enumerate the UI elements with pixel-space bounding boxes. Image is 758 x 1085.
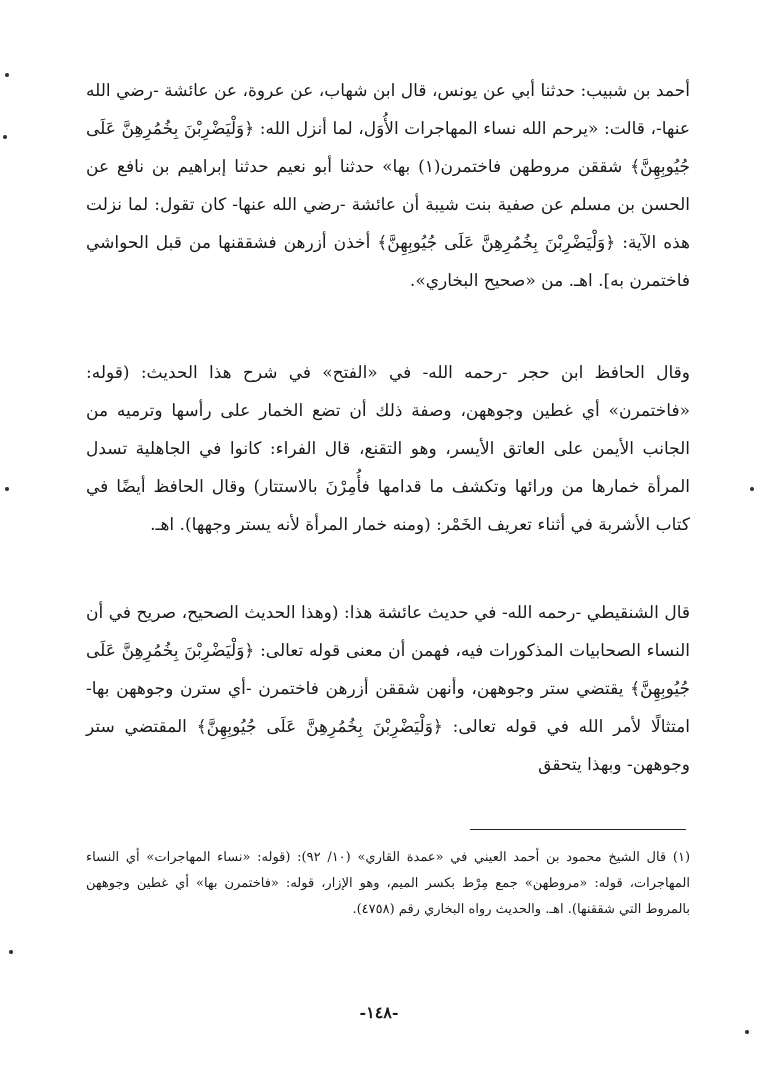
page-number: -١٤٨- (359, 1003, 399, 1022)
footnote-divider (470, 829, 686, 830)
margin-dot (750, 487, 754, 491)
margin-dot (9, 950, 13, 954)
margin-dot (3, 135, 7, 139)
footnote: (١) قال الشيخ محمود بن أحمد العيني في «عمدة القاري» (١٠/ ٩٢): (قوله: «نساء المهاجرات» أي النساء المهاجرات، قوله: «مروطهن» جمع مِرْط بكسر الميم، وهو الإزار، قوله: «فاختمرن بها» أي غطين وجوههن بالمروط التي شققنها). اهـ. والحديث رواه البخاري رقم (٤٧٥٨). (86, 850, 691, 917)
margin-dot (5, 73, 9, 77)
paragraph-shinqiti: قال الشنقيطي -رحمه الله- في حديث عائشة هذا: (وهذا الحديث الصحيح، صريح في أن النساء الصحابيات المذكورات فيه، فهمن أن معنى قوله تعالى: ﴿وَلْيَضْرِبْنَ بِخُمُرِهِنَّ عَلَى جُيُوبِهِنَّ﴾ يقتضي ستر وجوههن، وأنهن شققن أزرهن فاختمرن -أي سترن وجوههن بها- امتثالًا لأمر الله في قوله تعالى: ﴿وَلْيَضْرِبْنَ بِخُمُرِهِنَّ عَلَى جُيُوبِهِنَّ﴾ المقتضي ستر وجوههن- وبهذا يتحقق (86, 603, 690, 775)
margin-dot (5, 487, 9, 491)
margin-dot (745, 1030, 749, 1034)
paragraph-ibn-hajar: وقال الحافظ ابن حجر -رحمه الله- في «الفتح» في شرح هذا الحديث: (قوله: «فاختمرن» أي غطين وجوههن، وصفة ذلك أن تضع الخمار على رأسها وترميه من الجانب الأيمن على العاتق الأيسر، وهو التقنع، قال الفراء: كانوا في الجاهلية تسدل المرأة خمارها من ورائها وتكشف ما قدامها فأُمِرْنَ بالاستتار) وقال الحافظ أيضًا في كتاب الأشربة في أثناء تعريف الخَمْر: (ومنه خمار المرأة لأنه يستر وجهها). اهـ. (86, 363, 690, 535)
paragraph-hadith-bukhari: أحمد بن شبيب: حدثنا أبي عن يونس، قال ابن شهاب، عن عروة، عن عائشة -رضي الله عنها-، قالت: «يرحم الله نساء المهاجرات الأُوَل، لما أنزل الله: ﴿وَلْيَضْرِبْنَ بِخُمُرِهِنَّ عَلَى جُيُوبِهِنَّ﴾ شققن مروطهن فاختمرن(١) بها» حدثنا أبو نعيم حدثنا إبراهيم بن نافع عن الحسن بن مسلم عن صفية بنت شيبة أن عائشة -رضي الله عنها- كان تقول: لما نزلت هذه الآية: ﴿وَلْيَضْرِبْنَ بِخُمُرِهِنَّ عَلَى جُيُوبِهِنَّ﴾ أخذن أزرهن فشققنها من قبل الحواشي فاختمرن به]. اهـ. من «صحيح البخاري». (86, 81, 690, 291)
